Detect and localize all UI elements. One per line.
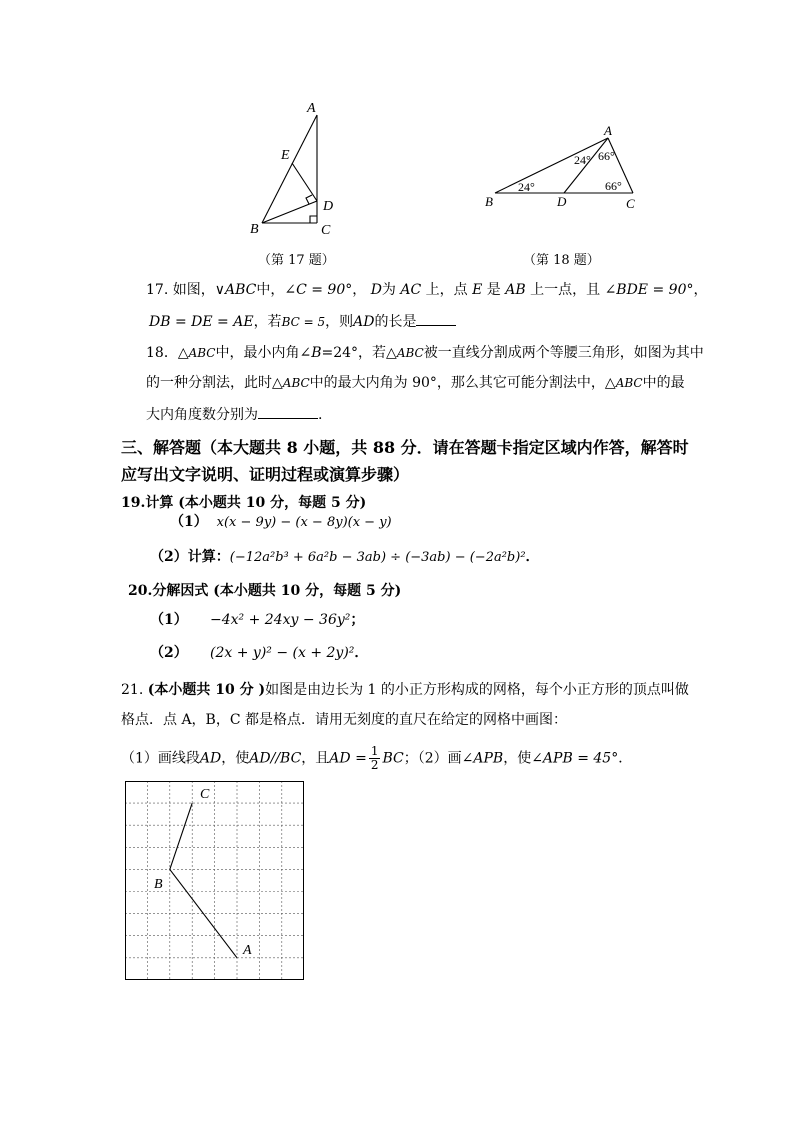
fig17-label-C: C xyxy=(321,223,331,238)
q21-line2: 格点．点 A，B，C 都是格点．请用无刻度的直尺在给定的网格中画图： xyxy=(121,712,568,728)
fig17-seg-AB xyxy=(262,115,317,223)
q21-grid-figure[interactable] xyxy=(125,781,305,981)
q20-part2: （2） (2x + y)² − (x + 2y)²． xyxy=(150,645,369,661)
q18-line2: 的一种分割法，此时△ABC中的最大内角为 90°，那么其它可能分割法中，△ABC中的最 xyxy=(146,375,685,391)
fig18-seg-AB xyxy=(495,138,608,193)
q21-fraction-half: $\frac{1}{2}$ xyxy=(370,744,379,772)
q19-part1: （1） x(x − 9y) − (x − 8y)(x − y) xyxy=(170,514,392,530)
fig17-seg-DE xyxy=(292,163,317,201)
grid-label-B: B xyxy=(154,877,163,892)
section3-heading-line1: 三、解答题（本大题共 8 小题，共 88 分．请在答题卡指定区域内作答，解答时 xyxy=(121,438,689,457)
fig18-angle-B: 24° xyxy=(518,180,535,194)
q19-title: 19.计算 (本小题共 10 分，每题 5 分) xyxy=(121,495,367,511)
q21-line3: （1）画线段AD，使AD//BC，且AD = $\frac{1}{2}$ BC；（2）画∠APB，使∠APB = 45°． xyxy=(121,744,633,772)
q18-line1: 18．△ABC中，最小内角∠B=24°，若△ABC被一直线分割成两个等腰三角形，如图为其中 xyxy=(146,345,704,361)
fig18-caption: （第 18 题） xyxy=(523,253,600,268)
fig18-angle-C: 66° xyxy=(605,179,622,193)
fig17-right-angle-C xyxy=(310,216,317,223)
q21-line1: 21. (本小题共 10 分 )如图是由边长为 1 的小正方形构成的网格，每个小正方形的顶点叫做 xyxy=(121,682,689,698)
fig17-label-B: B xyxy=(250,222,259,237)
fig17-label-E: E xyxy=(281,148,290,163)
fig17-caption: （第 17 题） xyxy=(258,253,335,268)
fig18-label-D: D xyxy=(557,194,567,209)
section3-heading-line2: 应写出文字说明、证明过程或演算步骤） xyxy=(121,465,410,484)
fig18-label-A: A xyxy=(604,123,612,138)
fig17-label-A: A xyxy=(307,101,316,116)
figure-17 xyxy=(245,95,355,240)
grid-seg-BC xyxy=(170,803,192,869)
fig17-label-D: D xyxy=(323,199,334,214)
grid-label-C: C xyxy=(200,787,210,802)
q19-part2: （2）计算：(−12a²b³ + 6a²b − 3ab) ÷ (−3ab) − (−2a²b)²． xyxy=(150,549,540,565)
q18-answer-blank[interactable] xyxy=(258,404,318,419)
q17-line2: DB = DE = AE，若BC = 5，则AD的长是 xyxy=(149,311,456,332)
fig18-angle-A-right: 66° xyxy=(598,149,615,163)
q18-line3: 大内角度数分别为 . xyxy=(146,404,322,425)
fig18-label-B: B xyxy=(485,194,493,209)
fig17-seg-BD xyxy=(262,201,317,223)
q20-part1: （1） −4x² + 24xy − 36y²； xyxy=(150,612,365,628)
figure-18 xyxy=(480,120,650,215)
fig18-label-C: C xyxy=(626,196,635,211)
grid-lines xyxy=(125,781,304,980)
fig18-angle-A-left: 24° xyxy=(574,153,591,167)
fig17-right-angle-D xyxy=(306,195,312,204)
grid-label-A: A xyxy=(243,943,252,958)
q20-title: 20.分解因式 (本小题共 10 分，每题 5 分) xyxy=(128,583,402,599)
q17-line1: 17. 如图，∨ABC中，∠C = 90°， D为 AC 上，点 E 是 AB 上一点，且 ∠BDE = 90°， xyxy=(146,282,708,298)
q17-answer-blank[interactable] xyxy=(416,311,456,326)
